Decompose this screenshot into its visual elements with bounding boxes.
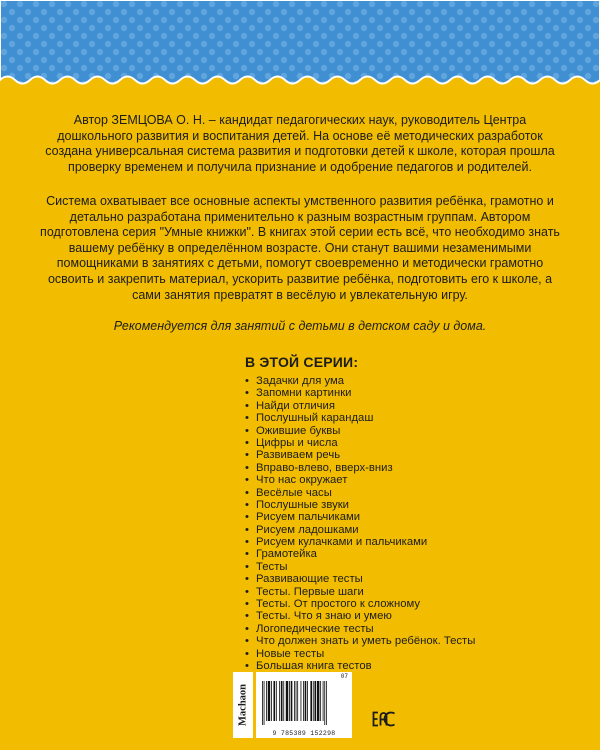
publisher-logo-text: Machaon <box>237 684 249 726</box>
series-item: • Новые тесты <box>245 648 575 660</box>
series-item: • Задачки для ума <box>245 375 575 387</box>
recommendation-text: Рекомендуется для занятий с детьми в детском саду и дома. <box>113 319 487 333</box>
series-item: • Грамотейка <box>245 548 575 560</box>
publisher-logo <box>233 672 253 738</box>
series-item: • Весёлые часы <box>245 487 575 499</box>
system-paragraph: Система охватывает все основные аспекты умственного развития ребёнка, грамотно и детально разработана применительно к разным возрастным группам. Автором подготовлена серия "Умные книжки". В книгах этой серии есть всё, что необходимо знать вашему ребёнку в определённом возрасте. Они станут вашими незаменимыми помощниками в занятиях с детьми, помогут своевременно и методически грамотно освоить и закрепить материал, ускорить развитие ребёнка, подготовить его к школе, а сами занятия превратят в весёлую и увлекательную игру. <box>40 194 560 302</box>
series-list <box>245 375 575 672</box>
series-item: • Тесты. Что я знаю и умею <box>245 610 575 622</box>
series-item: • Развиваем речь <box>245 449 575 461</box>
series-item: • Логопедические тесты <box>245 623 575 635</box>
series-item: • Что нас окружает <box>245 474 575 486</box>
series-item: • Рисуем пальчиками <box>245 511 575 523</box>
barcode-digits: 9 785389 152298 <box>272 730 336 737</box>
eac-conformity-mark <box>372 711 396 727</box>
barcode-bars <box>260 681 348 725</box>
series-item: • Развивающие тесты <box>245 573 575 585</box>
series-item: • Запомни картинки <box>245 387 575 399</box>
series-item: • Тесты. Первые шаги <box>245 586 575 598</box>
series-item: • Ожившие буквы <box>245 425 575 437</box>
series-item: • Что должен знать и уметь ребёнок. Тесты <box>245 635 575 647</box>
barcode-code: 07 <box>340 673 348 680</box>
series-item: • Рисуем ладошками <box>245 524 575 536</box>
series-item: • Рисуем кулачками и пальчиками <box>245 536 575 548</box>
series-item: • Тесты <box>245 561 575 573</box>
series-item: • Найди отличия <box>245 400 575 412</box>
barcode <box>256 672 352 738</box>
series-item: • Тесты. От простого к сложному <box>245 598 575 610</box>
series-item: • Большая книга тестов <box>245 660 575 672</box>
top-wave-band <box>0 0 600 96</box>
series-item: • Послушный карандаш <box>245 412 575 424</box>
author-paragraph: Автор ЗЕМЦОВА О. Н. – кандидат педагогических наук, руководитель Центра дошкольного развития и воспитания детей. На основе её методических разработок создана универсальная система развития и подготовки детей к школе, которая прошла проверку временем и получила признание и одобрение педагогов и родителей. <box>45 113 555 174</box>
series-item: • Послушные звуки <box>245 499 575 511</box>
series-title: В ЭТОЙ СЕРИИ: <box>245 354 359 370</box>
series-item: • Вправо-влево, вверх-вниз <box>245 462 575 474</box>
series-item: • Цифры и числа <box>245 437 575 449</box>
